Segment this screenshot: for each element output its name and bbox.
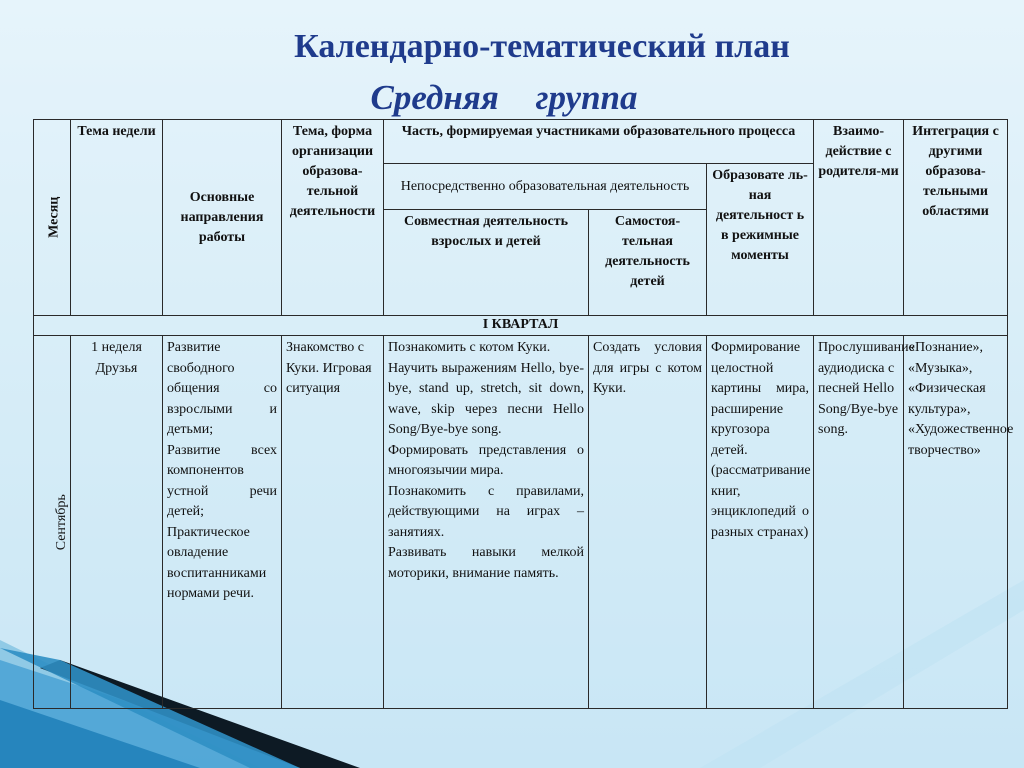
- integration-cell: «Познание», «Музыка», «Физическая культура», «Художественное творчество»: [904, 336, 1008, 709]
- page-subtitle: Средняя группа: [370, 78, 638, 117]
- joint-item: Познакомить с котом Куки.: [388, 340, 551, 355]
- page-title: Календарно-тематический план: [294, 28, 790, 65]
- header-direct-activity: Непосредственно образовательная деятельность: [384, 164, 707, 210]
- month-cell: Сентябрь: [34, 336, 71, 709]
- topic-form-cell: Знакомство с Куки. Игровая ситуация: [282, 336, 384, 709]
- header-part-formed: Часть, формируемая участниками образовательного процесса: [384, 120, 814, 164]
- header-month: Месяц: [34, 120, 71, 316]
- header-integration: Интеграция с другими образова-тельными областями: [904, 120, 1008, 316]
- directions-cell: [163, 336, 282, 709]
- header-parents: Взаимо-действие с родителя-ми: [814, 120, 904, 316]
- parents-cell: Прослушивание аудиодиска с песней Hello Song/Bye-bye song.: [814, 336, 904, 709]
- joint-item: Научить выражениям Hello, bye-bye, stand up, stretch, sit down, wave, skip через песни Hello Song/Bye-bye song.: [388, 360, 584, 437]
- independent-cell: Создать условия для игры с котом Куки.: [589, 336, 707, 709]
- direction-item: Развитие всех компонентов устной речи детей;: [167, 442, 277, 519]
- joint-item: Развивать навыки мелкой моторики, внимание память.: [388, 545, 584, 581]
- header-week-topic: Тема недели: [71, 120, 163, 316]
- header-main-directions: Основные направления работы: [163, 120, 282, 316]
- joint-activity-cell: [384, 336, 589, 709]
- header-joint-activity: Совместная деятельность взрослых и детей: [384, 210, 589, 316]
- header-topic-form: Тема, форма организации образова-тельной деятельности: [282, 120, 384, 316]
- joint-item: Познакомить с правилами, действующими на играх – занятиях.: [388, 483, 584, 540]
- direction-item: Развитие свободного общения со взрослыми и детьми;: [167, 340, 277, 437]
- week-cell: 1 неделя Друзья: [71, 336, 163, 709]
- plan-table: [33, 119, 1014, 709]
- header-independent-activity: Самостоя-тельная деятельность детей: [589, 210, 707, 316]
- direction-item: Практическое овладение воспитанниками нормами речи.: [167, 524, 267, 601]
- routine-cell: Формирование целостной картины мира, расширение кругозора детей. (рассматривание книг, энциклопедий о разных странах): [707, 336, 814, 709]
- joint-item: Формировать представления о многоязычии мира.: [388, 442, 584, 478]
- quarter-row: I КВАРТАЛ: [34, 316, 1008, 336]
- header-routine-activity: Образовате ль-ная деятельност ь в режимные моменты: [707, 164, 814, 316]
